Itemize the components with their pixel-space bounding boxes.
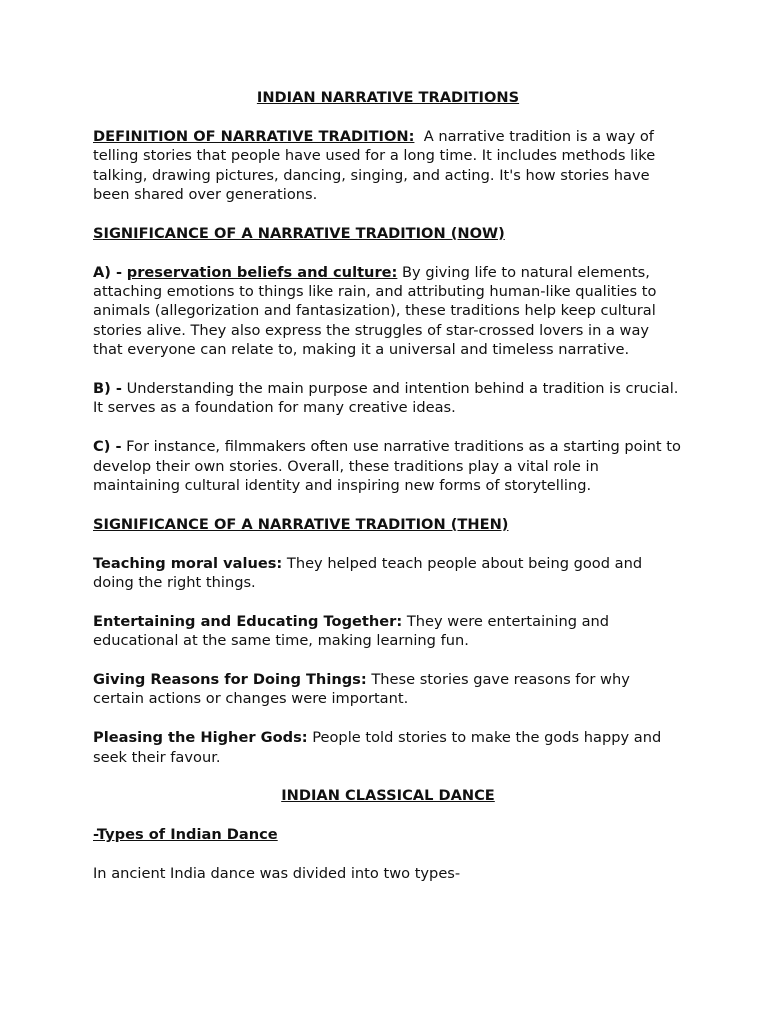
- spacer: [93, 418, 683, 437]
- significance-now-item-c: [93, 437, 683, 495]
- item-prefix: C) -: [93, 438, 122, 456]
- item-text: They helped teach people about being good and doing the right things.: [93, 554, 643, 592]
- spacer: [93, 709, 683, 728]
- definition-paragraph: [93, 127, 683, 205]
- significance-then-heading: SIGNIFICANCE OF A NARRATIVE TRADITION (THEN): [93, 515, 509, 533]
- item-label: Entertaining and Educating Together:: [93, 612, 403, 630]
- dance-types-subheading: -Types of Indian Dance: [93, 826, 278, 844]
- item-label: Teaching moral values:: [93, 554, 283, 572]
- item-text: People told stories to make the gods happy and seek their favour.: [93, 729, 662, 766]
- spacer: [93, 534, 683, 553]
- significance-then-item: [93, 554, 683, 593]
- item-text: These stories gave reasons for why certain actions or changes were important.: [93, 671, 630, 708]
- significance-now-item-a: [93, 263, 683, 360]
- item-label: Giving Reasons for Doing Things:: [93, 671, 367, 689]
- significance-now-item-b: [93, 379, 683, 418]
- dance-types-text: In ancient India dance was divided into two types-: [93, 865, 461, 883]
- item-text: They were entertaining and educational at the same time, making learning fun.: [93, 612, 610, 650]
- item-text: For instance, filmmakers often use narrative traditions as a starting point to develop their own stories. Overall, these traditions play a vital role in maintaining cultural identity and inspiring new forms of storytelling.: [93, 438, 681, 495]
- spacer: [93, 107, 683, 126]
- spacer: [93, 243, 683, 262]
- definition-text: A narrative tradition is a way of telling stories that people have used for a long time. It includes methods like talking, drawing pictures, dancing, singing, and acting. It's how stories have been shared over generations.: [93, 127, 656, 204]
- item-label: preservation beliefs and culture:: [126, 263, 398, 281]
- item-text: By giving life to natural elements, attaching emotions to things like rain, and attributing human-like qualities to animals (allegorization and fantasization), these traditions help keep cultural stories alive. They also express the struggles of star-crossed lovers in a way that everyone can relate to, making it a universal and timeless narrative.: [93, 263, 657, 359]
- spacer: [93, 767, 683, 786]
- spacer: [93, 651, 683, 670]
- item-text: Understanding the main purpose and intention behind a tradition is crucial. It serves as a foundation for many creative ideas.: [93, 380, 679, 417]
- significance-then-item: [93, 728, 683, 767]
- spacer: [93, 495, 683, 514]
- spacer: [93, 845, 683, 864]
- item-prefix: A) -: [93, 263, 123, 281]
- item-label: Pleasing the Higher Gods:: [93, 729, 308, 747]
- item-prefix: B) -: [93, 380, 122, 398]
- document-title: INDIAN NARRATIVE TRADITIONS: [256, 89, 520, 106]
- classical-dance-heading: INDIAN CLASSICAL DANCE: [281, 787, 495, 805]
- significance-then-item: [93, 670, 683, 709]
- significance-now-heading: SIGNIFICANCE OF A NARRATIVE TRADITION (NOW): [93, 224, 505, 242]
- spacer: [93, 360, 683, 379]
- spacer: [93, 806, 683, 825]
- spacer: [93, 592, 683, 611]
- document-page: [93, 88, 683, 883]
- significance-then-item: [93, 612, 683, 651]
- definition-label: DEFINITION OF NARRATIVE TRADITION:: [93, 127, 415, 145]
- spacer: [93, 204, 683, 223]
